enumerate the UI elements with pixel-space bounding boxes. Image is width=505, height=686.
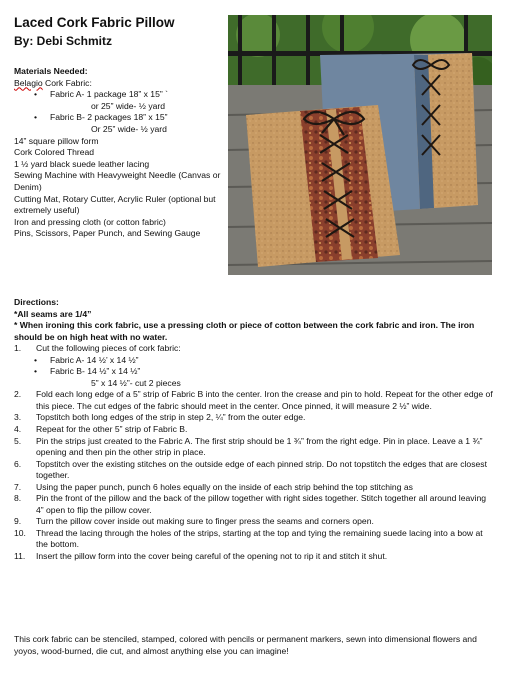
bullet-icon: •	[34, 366, 38, 377]
material-item: 14” square pillow form	[14, 135, 99, 146]
step-10: 10. Thread the lacing through the holes of the strips, starting at the top and tying the remaining suede lacing into a bow at the bottom.	[14, 527, 483, 550]
step-1-item-continuation: 5” x 14 ½”- cut 2 pieces	[91, 377, 181, 388]
step-1-item: • Fabric B- 14 ½” x 14 ½”	[34, 366, 141, 377]
step-1-item: • Fabric A- 14 ½’ x 14 ½”	[34, 354, 139, 365]
materials-section	[14, 66, 224, 240]
brand-word: Belagio	[14, 77, 43, 88]
cork-fabric-label: Belagio Cork Fabric:	[14, 77, 92, 88]
list-item: • Fabric B- 2 packages 18” x 15”	[34, 112, 168, 123]
material-item: 1 ½ yard black suede leather lacing	[14, 158, 150, 169]
step-6: 6. Topstitch over the existing stitches on the outside edge of each pinned strip. Do not topstitch the edges that are closest together.	[14, 458, 487, 481]
material-item: Cork Colored Thread	[14, 147, 95, 158]
step-5: 5. Pin the strips just created to the Fabric A. The first strip should be 1 ¾” from the right edge. Pin in place. Leave a 1 ¾” opening and then pin the other strip in place.	[14, 435, 483, 458]
step-4: 4. Repeat for the other 5” strip of Fabric B.	[14, 424, 188, 435]
step-7: 7. Using the paper punch, punch 6 holes equally on the inside of each strip behind the top stitching as	[14, 481, 413, 492]
material-item: Cutting Mat, Rotary Cutter, Acrylic Ruler (optional but extremely useful)	[14, 193, 216, 216]
page-title: Laced Cork Fabric Pillow	[14, 15, 175, 30]
step-1: 1. Cut the following pieces of cork fabric:	[14, 343, 181, 354]
pillow-photo-illustration	[228, 15, 492, 275]
material-item: Iron and pressing cloth (or cotton fabric)	[14, 216, 166, 227]
pillow-photo	[228, 15, 492, 275]
material-item: Sewing Machine with Heavyweight Needle (Canvas or Denim)	[14, 170, 221, 192]
directions-heading: Directions:	[14, 297, 59, 307]
list-item-continuation: Or 25” wide- ½ yard	[91, 123, 167, 134]
fabric-list	[14, 89, 224, 135]
step-2: 2. Fold each long edge of a 5” strip of Fabric B into the center. Iron the crease and pin to hold. Repeat for the other edge of this piece. The cut edges of the fabric should meet in the center. Once pinned, it will measure 2 ½” wide.	[14, 389, 493, 411]
materials-heading: Materials Needed:	[14, 66, 88, 76]
author-byline: By: Debi Schmitz	[14, 34, 113, 48]
front-pillow	[246, 105, 400, 267]
directions-section	[14, 297, 494, 563]
bullet-icon: •	[34, 112, 38, 123]
material-item: Pins, Scissors, Paper Punch, and Sewing Gauge	[14, 228, 201, 239]
step-9: 9. Turn the pillow cover inside out making sure to finger press the seams and corners open.	[14, 516, 374, 527]
step-11: 11. Insert the pillow form into the cover being careful of the opening not to rip it and stitch it shut.	[14, 551, 388, 562]
closing-paragraph: This cork fabric can be stenciled, stamped, colored with pencils or permanent markers, sewn into dimensional flowers and yoyos, wood-burned, die cut, and almost anything else you can imagine!	[14, 634, 477, 656]
list-item: • Fabric A- 1 package 18” x 15” `	[34, 89, 168, 100]
step-8: 8. Pin the front of the pillow and the back of the pillow together with right sides together. Stitch together all around leaving 4” open to flip the pillow cover.	[14, 493, 487, 515]
bullet-icon: •	[34, 89, 38, 100]
seam-note: *All seams are 1/4”	[14, 308, 92, 319]
bullet-icon: •	[34, 354, 38, 365]
ironing-note: * When ironing this cork fabric, use a pressing cloth or piece of cotton between the cork fabric and iron. The iron should be on high heat with no water.	[14, 320, 475, 342]
list-item-continuation: or 25” wide- ½ yard	[91, 100, 166, 111]
step-3: 3. Topstitch both long edges of the strip in step 2, ¼” from the outer edge.	[14, 412, 306, 423]
